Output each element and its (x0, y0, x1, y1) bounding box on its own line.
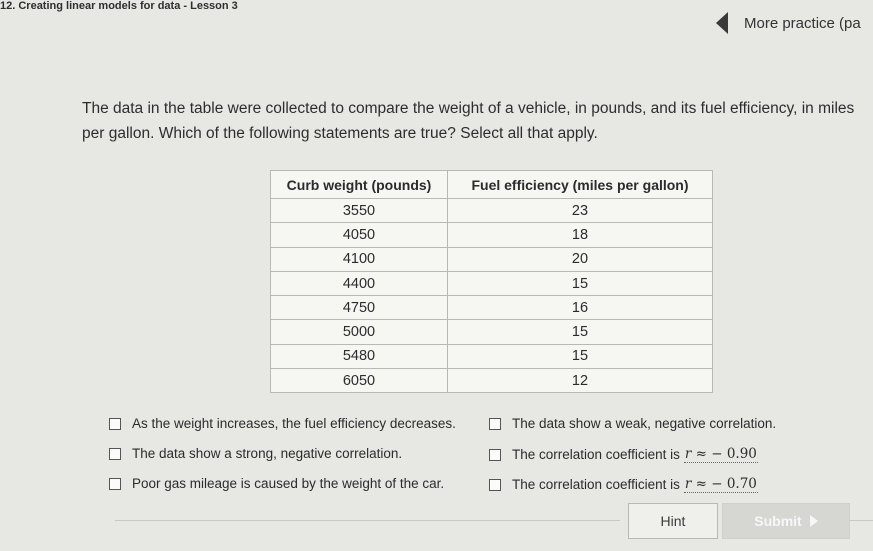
hint-button[interactable]: Hint (628, 503, 718, 539)
question-text: The data in the table were collected to compare the weight of a vehicle, in pounds, and its fuel efficiency, in miles per gallon. Which of the following statements are true? Select all that apply. (82, 100, 855, 142)
table-cell: 4050 (271, 223, 448, 247)
table-row (271, 344, 713, 368)
table-cell: 20 (448, 247, 713, 271)
triangle-left-icon[interactable] (716, 12, 728, 34)
checkbox-icon[interactable] (109, 478, 121, 490)
table-row (271, 223, 713, 247)
checkbox-icon[interactable] (109, 418, 121, 430)
math-value: ≈ − 0.90 (695, 446, 757, 462)
option-label: The data show a weak, negative correlation. (512, 416, 777, 431)
table-row (271, 271, 713, 295)
table-row (271, 247, 713, 271)
math-value: ≈ − 0.70 (695, 476, 757, 492)
divider (848, 520, 873, 521)
table-row (271, 369, 713, 393)
checkbox-icon[interactable] (109, 448, 121, 460)
option-r-090[interactable] (489, 446, 758, 463)
math-expression (684, 476, 758, 493)
column-header-weight: Curb weight (pounds) (271, 171, 448, 199)
option-label: Poor gas mileage is caused by the weight of the car. (132, 476, 445, 491)
submit-button[interactable] (722, 503, 850, 539)
more-practice-link[interactable] (716, 12, 861, 34)
table-cell: 4400 (271, 271, 448, 295)
option-label: The correlation coefficient is (512, 447, 680, 462)
table-cell: 6050 (271, 369, 448, 393)
table-cell: 23 (448, 199, 713, 223)
table-cell: 15 (448, 344, 713, 368)
math-expression (684, 446, 758, 463)
option-label: The data show a strong, negative correlation. (132, 446, 403, 461)
option-r-070[interactable] (489, 476, 758, 493)
table-cell: 18 (448, 223, 713, 247)
table-cell: 3550 (271, 199, 448, 223)
table-row (271, 199, 713, 223)
table-row (271, 320, 713, 344)
table-cell: 12 (448, 369, 713, 393)
option-weight-increases[interactable] (109, 416, 456, 431)
option-label: As the weight increases, the fuel efficiency decreases. (132, 416, 456, 431)
table-row (271, 296, 713, 320)
divider (115, 520, 620, 521)
table-cell: 5480 (271, 344, 448, 368)
math-variable: r (684, 446, 692, 462)
table-cell: 16 (448, 296, 713, 320)
table-cell: 4750 (271, 296, 448, 320)
arrow-right-icon (810, 515, 818, 527)
table-cell: 15 (448, 320, 713, 344)
checkbox-icon[interactable] (489, 418, 501, 430)
lesson-title: 12. Creating linear models for data - Lesson 3 (0, 0, 238, 12)
math-variable: r (684, 476, 692, 492)
column-header-efficiency: Fuel efficiency (miles per gallon) (448, 171, 713, 199)
table-cell: 4100 (271, 247, 448, 271)
submit-label: Submit (754, 513, 802, 529)
more-practice-label: More practice (pa (744, 14, 861, 32)
option-label: The correlation coefficient is (512, 477, 680, 492)
option-poor-mileage-caused[interactable] (109, 476, 444, 491)
option-weak-negative[interactable] (489, 416, 776, 431)
data-table (270, 170, 713, 393)
checkbox-icon[interactable] (489, 449, 501, 461)
table-header-row (271, 171, 713, 199)
checkbox-icon[interactable] (489, 479, 501, 491)
option-strong-negative[interactable] (109, 446, 402, 461)
table-cell: 5000 (271, 320, 448, 344)
table-cell: 15 (448, 271, 713, 295)
